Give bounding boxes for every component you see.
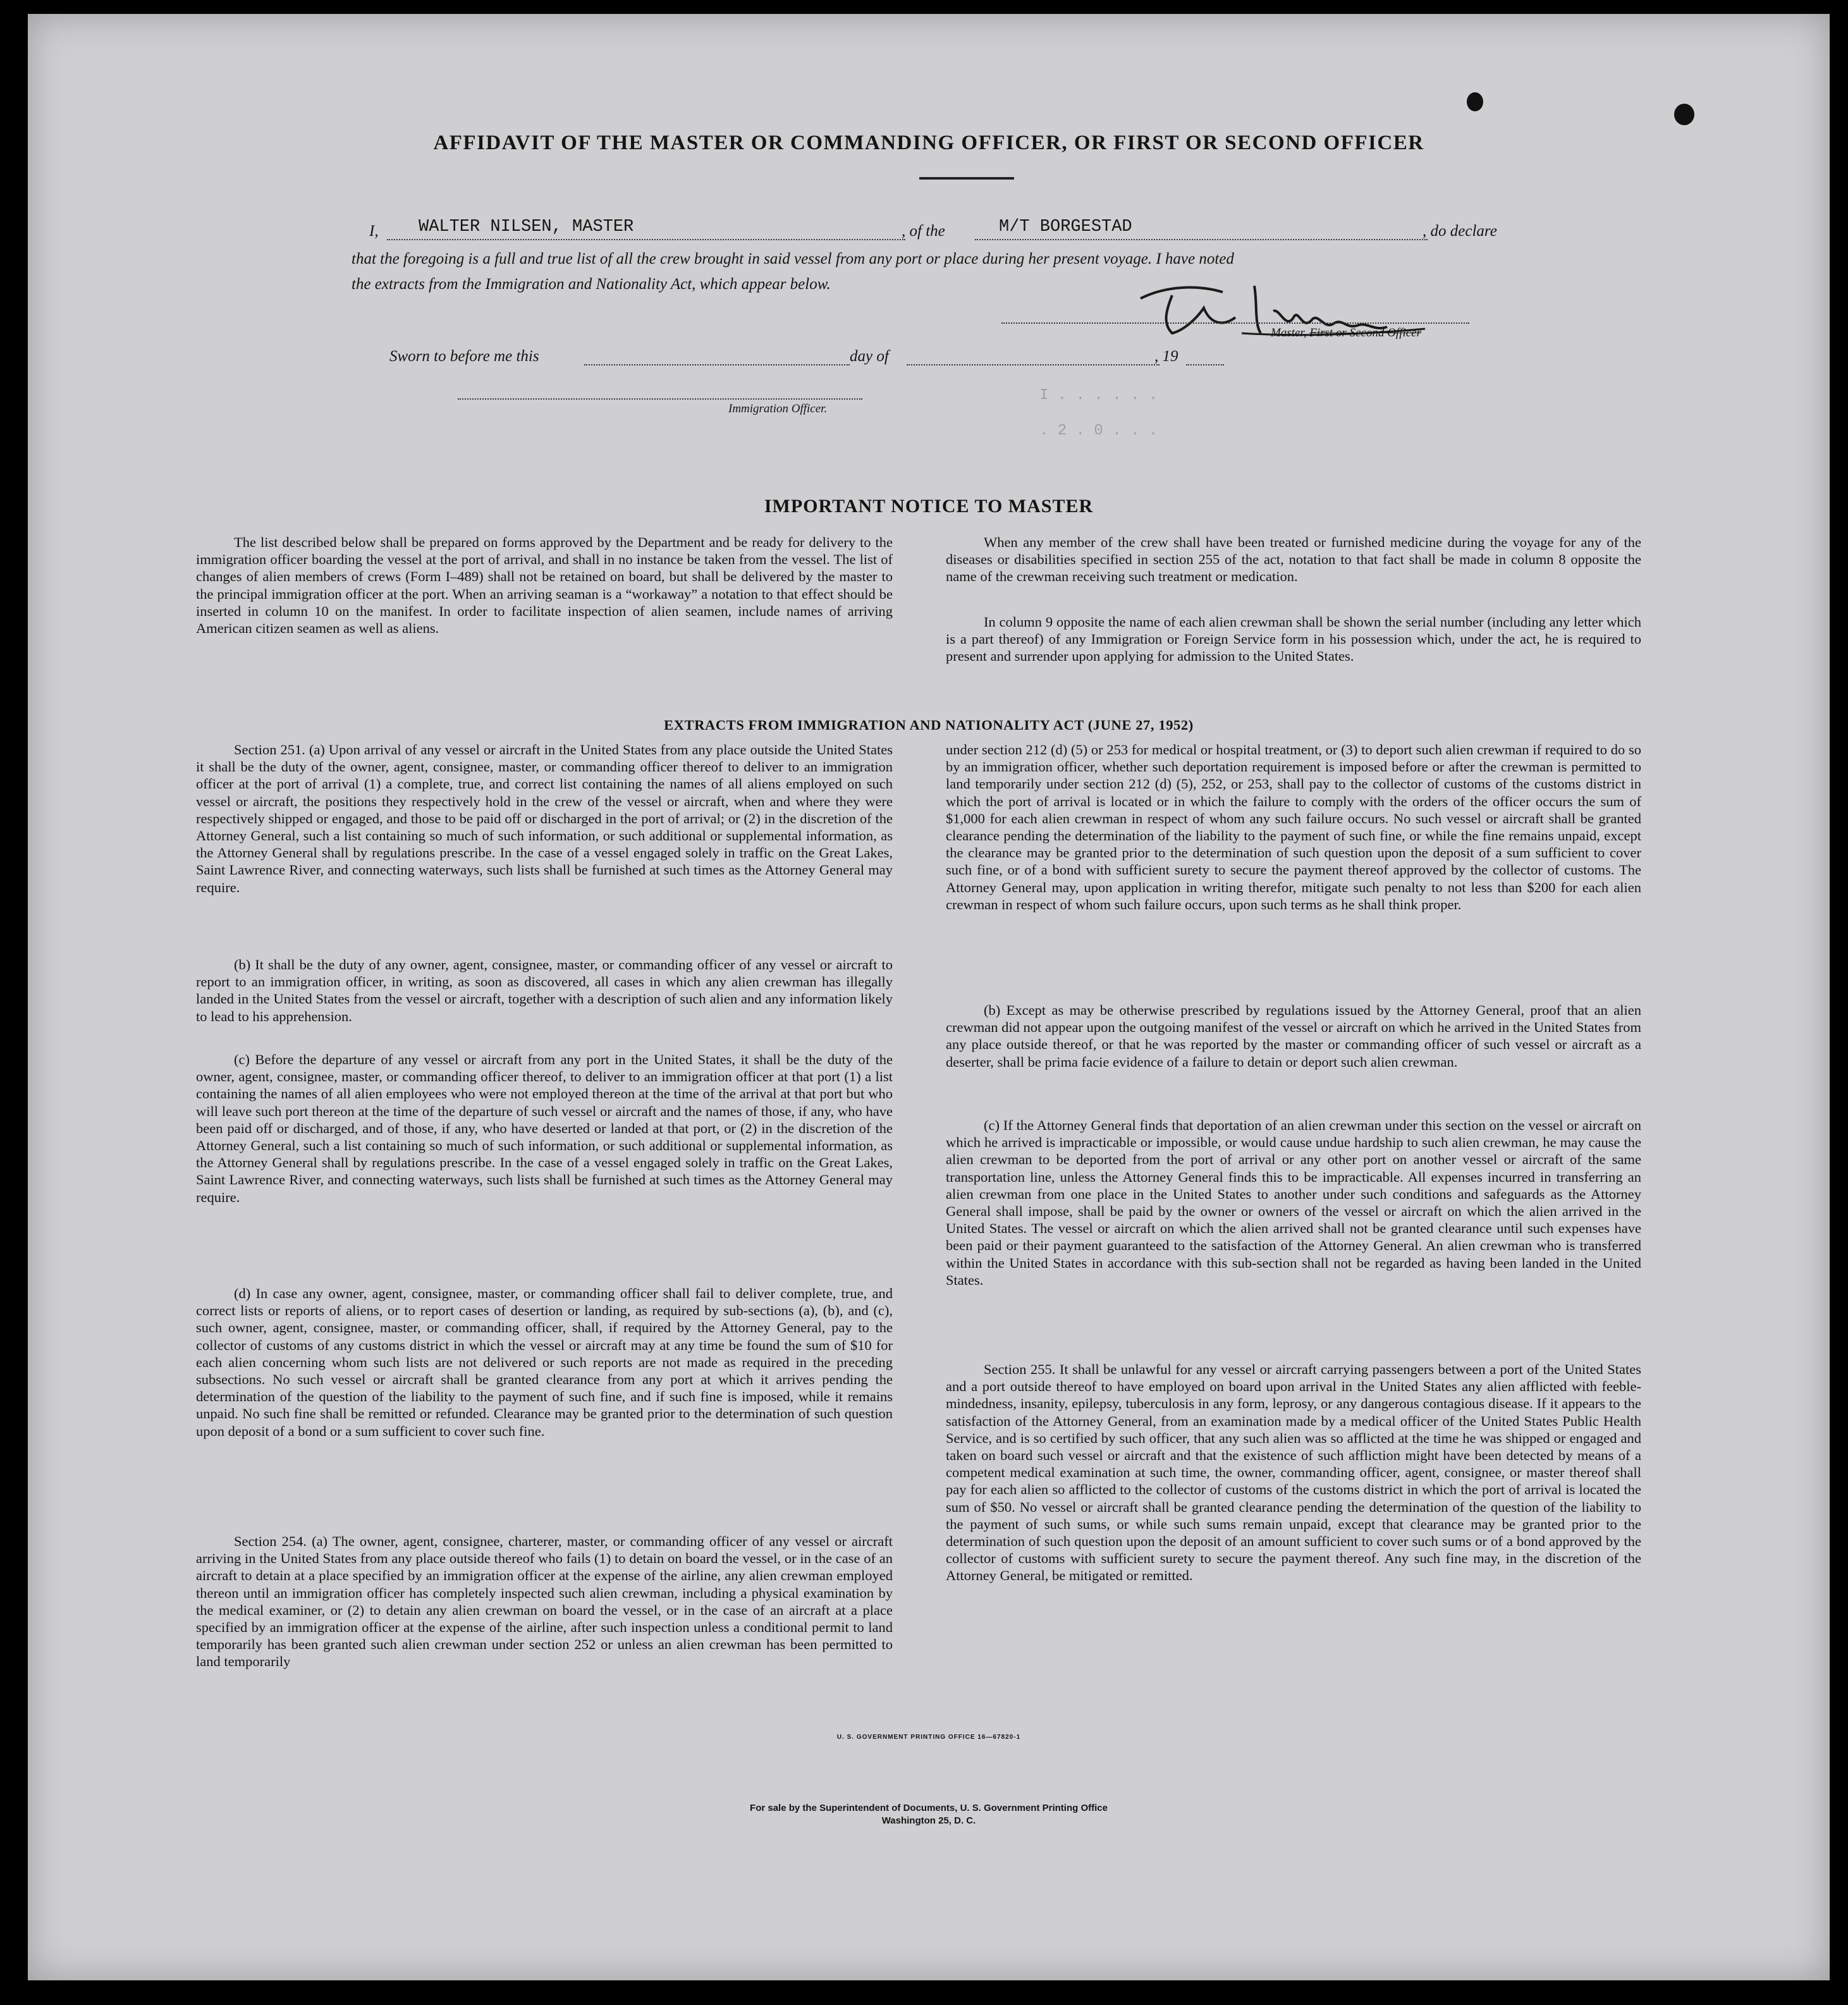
section-251-c: (c) Before the departure of any vessel or aircraft from any port in the United States, it shall be the duty of the owner, agent, consignee, master, or commanding officer thereof, to deliver to an immigration officer at that port (1) a list containing the names of all alien employees who were not employed thereon at the time of the arrival at that port but who will leave such port thereon at the time of the departure of such vessel or aircraft and the names of those, if any, who have been paid off or discharged, and of those, if any, who have deserted or landed at that port, or (2) in the discretion of the Attorney General, such a list containing so much of such information, or such additional or supplemental information, as the Attorney General shall by regulations prescribe. In the case of a vessel engaged solely in traffic on the Great Lakes, Saint Lawrence River, and connecting waterways, such lists shall be furnished at such times as the Attorney General may require. <box>196 1052 893 1205</box>
section-251-d: (d) In case any owner, agent, consignee, master, or commanding officer shall fail to deliver complete, true, and correct lists or reports of aliens, or to report cases of desertion or landing, as required by sub-sections (a), (b), and (c), such owner, agent, consignee, master, or commanding officer, shall, if required by the Attorney General, pay to the collector of customs of any customs district in which the vessel or aircraft may at any time be found the sum of $10 for each alien concerning whom such lists are not delivered or such reports are not made as required in the preceding subsections. No such vessel or aircraft shall be granted clearance from any port at which it arrives pending the determination of the question of the liability to the payment of such fine, and if such fine is imposed, while it remains unpaid. No such fine shall be remitted or refunded. Clearance may be granted prior to the determination of such question upon deposit of a bond or a sum sufficient to cover such fine. <box>196 1285 893 1439</box>
vessel-name: M/T BORGESTAD <box>999 218 1132 236</box>
footer-line-2: Washington 25, D. C. <box>881 1815 976 1826</box>
bleed-through: . 2 . 0 . . . <box>1039 422 1158 439</box>
caption-master: Master, <box>1271 326 1307 340</box>
declaration-line-3: the extracts from the Immigration and Nationality Act, which appear below. <box>352 276 831 293</box>
sworn-year-line <box>1186 364 1224 365</box>
year-label: , 19 <box>1154 348 1178 365</box>
section-251-b: (b) It shall be the duty of any owner, agent, consignee, master, or commanding officer of any vessel or aircraft to report to an immigration officer, in writing, as soon as discovered, all cases in which any alien crewman has illegally landed in the United States from the vessel or aircraft, together with a description of such alien and any information likely to lead to his apprehension. <box>196 957 893 1024</box>
section-255: Section 255. It shall be unlawful for any vessel or aircraft carrying passengers between a port of the United States and a port outside thereof to have employed on board upon arrival in the United States any alien afflicted with feeble-mindedness, insanity, epilepsy, tuberculosis in any form, leprosy, or any dangerous contagious disease. If it appears to the satisfaction of the Attorney General, from an examination made by a medical officer of the United States Public Health Service, and is so certified by such officer, that any such alien was so afflicted at the time he was shipped or engaged and taken on board such vessel or aircraft and that the existence of such affliction might have been detected by means of a competent medical examination at such time, the owner, commanding officer, agent, consignee, or master thereof shall pay for each alien so afflicted to the collector of customs of the customs district in which the port of arrival is located the sum of $50. No vessel or aircraft shall be granted clearance pending the determination of the question of the liability to the payment of such sums, or while such sums remain unpaid, except that clearance may be granted prior to the determination of such question upon the deposit of an amount sufficient to cover such sums or of a bond approved by the collector of customs with sufficient surety to secure the payment thereof. Any such fine may, in the discretion of the Attorney General, be mitigated or remitted. <box>946 1361 1641 1584</box>
section-254-a-continued: under section 212 (d) (5) or 253 for medical or hospital treatment, or (3) to deport such alien crewman if required to do so by an immigration officer, whether such deportation requirement is imposed before or after the crewman is permitted to land temporarily under section 212 (d) (5), 252, or 253, shall pay to the collector of customs of the customs district in which the port of arrival is located or in which the failure to comply with the orders of the officer occurs the sum of $1,000 for each alien crewman in respect of whom any such failure occurs. No such vessel or aircraft shall be granted clearance pending the determination of the liability to the payment of such fine, or while the fine remains unpaid, except the clearance may be granted prior to the determination of such question upon the deposit of a sum sufficient to cover such fine, or of a bond with sufficient surety to secure the payment thereof approved by the collector of customs. The Attorney General may, upon application in writing therefor, mitigate such penalty to not less than $200 for each alien crewman in respect of whom such failure occurs, upon such terms as he shall think proper. <box>946 742 1641 912</box>
vessel-line <box>975 239 1428 240</box>
day-of-label: day of <box>850 348 889 365</box>
document-page <box>28 14 1830 1980</box>
i-label: I, <box>369 223 379 240</box>
notice-title: IMPORTANT NOTICE TO MASTER <box>764 496 1094 517</box>
ink-blot-left <box>1467 92 1483 111</box>
sworn-day-line <box>584 364 850 365</box>
section-254-a: Section 254. (a) The owner, agent, consignee, charterer, master, or commanding officer of any vessel or aircraft arriving in the United States from any place outside thereof who fails (1) to detain on board the vessel, or in the case of an aircraft to detain at a place specified by an immigration officer at the expense of the airline, any alien crewman employed thereon until an immigration officer has completely inspected such alien crewman, including a physical examination by the medical examiner, or (2) to detain any alien crewman on board the vessel, or in the case of an aircraft at a place specified by an immigration officer at the expense of the airline, after such inspection unless a conditional permit to land temporarily has been granted such alien crewman under section 252 or unless an alien crewman has been permitted to land temporarily <box>196 1533 893 1670</box>
declaration-line-2: that the foregoing is a full and true list of all the crew brought in said vessel from any port or place during her present voyage. I have noted <box>352 250 1234 267</box>
section-254-b: (b) Except as may be otherwise prescribed by regulations issued by the Attorney General, proof that an alien crewman did not appear upon the outgoing manifest of the vessel or aircraft on which he arrived in the United States from any place outside thereof, or that he was reported by the master or commanding officer of such vessel or aircraft as a deserter, shall be prima facie evidence of a failure to detain or deport such alien crewman. <box>946 1002 1641 1070</box>
notice-right-paragraph-1: When any member of the crew shall have been treated or furnished medicine during the voyage for any of the diseases or disabilities specified in section 255 of the act, notation to that fact shall be made in column 8 opposite the name of the crewman receiving such treatment or medication. <box>946 534 1641 585</box>
title-rule <box>919 177 1014 180</box>
sworn-month-line <box>907 364 1160 365</box>
bleed-through: I . . . . . . <box>1039 387 1158 404</box>
caption-struck-officer: First or Second Officer <box>1309 326 1422 340</box>
signature-caption <box>1271 326 1421 340</box>
section-251-a: Section 251. (a) Upon arrival of any vessel or aircraft in the United States from any place outside the United States it shall be the duty of the owner, agent, consignee, master, or commanding officer thereof to deliver to an immigration officer at the port of arrival (1) a complete, true, and correct list containing the names of all aliens employed on such vessel or aircraft, the positions they respectively hold in the crew of the vessel or aircraft, when and where they were respectively shipped or engaged, and those to be paid off or discharged in the port of arrival; or (2) in the discretion of the Attorney General, such a list containing so much of such information, or such additional or supplemental information, as the Attorney General shall by regulations prescribe. In the case of a vessel engaged solely in traffic on the Great Lakes, Saint Lawrence River, and connecting waterways, such lists shall be furnished at such times as the Attorney General may require. <box>196 742 893 895</box>
affidavit-title: AFFIDAVIT OF THE MASTER OR COMMANDING OFFICER, OR FIRST OR SECOND OFFICER <box>433 132 1424 154</box>
declarant-name: WALTER NILSEN, MASTER <box>419 218 634 236</box>
footer-line-1: For sale by the Superintendent of Documents, U. S. Government Printing Office <box>750 1803 1108 1813</box>
section-254-c: (c) If the Attorney General finds that deportation of an alien crewman under this section on the vessel or aircraft on which he arrived is impracticable or impossible, or would cause undue hardship to such alien crewman, he may cause the alien crewman to be deported from the port of arrival or any other port on another vessel or aircraft of the same transportation line, unless the Attorney General finds this to be impracticable. All expenses incurred in transferring an alien crewman from one place in the United States to another under such conditions and safeguards as the Attorney General shall impose, shall be paid by the owner or owners of the vessel or aircraft on which the alien arrived in the United States. The vessel or aircraft on which the alien arrived shall not be granted clearance until such expenses have been paid or their payment guaranteed to the satisfaction of the Attorney General. An alien crewman who is transferred within the United States in accordance with this sub-section shall not be regarded as having been landed in the United States. <box>946 1117 1641 1288</box>
do-declare-label: , do declare <box>1423 223 1497 240</box>
notice-right-paragraph-2: In column 9 opposite the name of each alien crewman shall be shown the serial number (including any letter which is a part thereof) of any Immigration or Foreign Service form in his possession which, under the act, he is required to present and surrender upon applying for admission to the United States. <box>946 614 1641 665</box>
notice-left-paragraph: The list described below shall be prepared on forms approved by the Department and be ready for delivery to the immigration officer boarding the vessel at the port of arrival, and shall in no instance be taken from the vessel. The list of changes of alien members of crews (Form I–489) shall not be retained on board, but shall be delivered by the master to the principal immigration officer at the port. When an arriving seaman is a “workaway” a notation to that effect should be inserted in column 10 on the manifest. In order to facilitate inspection of alien seamen, include names of arriving American citizen seamen as well as aliens. <box>196 534 893 637</box>
gpo-imprint: U. S. GOVERNMENT PRINTING OFFICE 16—67820-1 <box>836 1734 1021 1741</box>
ink-blot-right <box>1674 104 1694 125</box>
extracts-title: EXTRACTS FROM IMMIGRATION AND NATIONALITY ACT (JUNE 27, 1952) <box>664 717 1194 733</box>
officer-signature-line <box>458 398 862 400</box>
sale-footer <box>28 1802 1830 1827</box>
immigration-officer-label: Immigration Officer. <box>728 402 828 415</box>
signature-line <box>1001 322 1469 324</box>
name-line <box>387 239 905 240</box>
sworn-label: Sworn to before me this <box>389 348 539 365</box>
of-the-label: , of the <box>902 223 945 240</box>
